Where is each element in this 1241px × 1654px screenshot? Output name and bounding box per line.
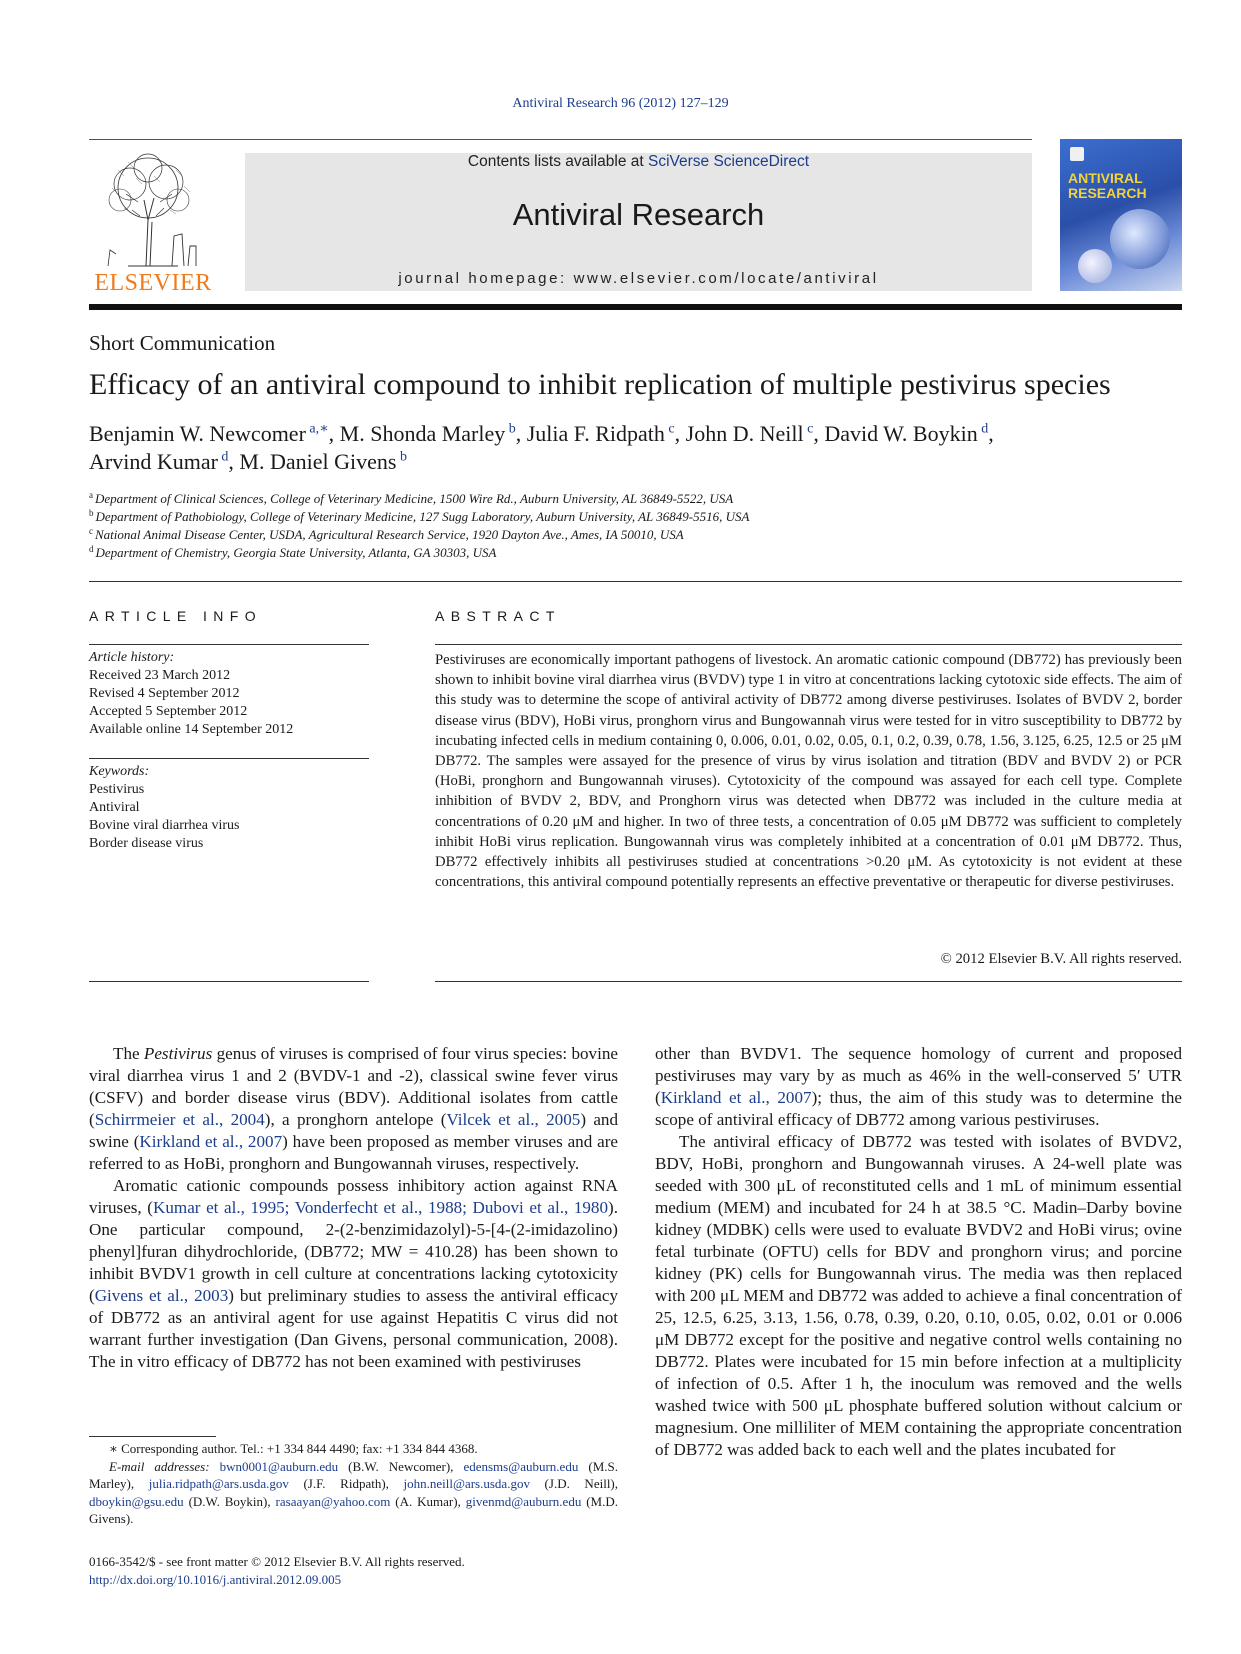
email-owner: (A. Kumar), bbox=[390, 1493, 466, 1509]
affiliation-mark: d bbox=[89, 543, 94, 554]
author-affiliation-mark[interactable]: c bbox=[803, 421, 814, 437]
email-owner: (J.F. Ridpath), bbox=[288, 1476, 404, 1491]
text-run: The bbox=[113, 1044, 144, 1063]
text-run: ) have been proposed as member viruses and are referred to as HoBi, pronghorn and Bungowannah viruses, respectively. bbox=[89, 1132, 618, 1173]
cover-logo-icon bbox=[1070, 147, 1084, 161]
author-affiliation-mark[interactable]: b bbox=[505, 421, 516, 437]
author-separator: , bbox=[515, 421, 527, 446]
history-online: Available online 14 September 2012 bbox=[89, 722, 294, 737]
keyword-item: Pestivirus bbox=[89, 782, 145, 797]
email-link[interactable]: bwn0001@auburn.edu bbox=[219, 1458, 339, 1474]
corresponding-author-note: ∗ Corresponding author. Tel.: +1 334 844 4490; fax: +1 334 844 4368. bbox=[109, 1441, 478, 1456]
text-run: Aromatic cationic compounds possess inhibitory action against RNA viruses, ( bbox=[89, 1176, 618, 1217]
email-link[interactable]: john.neill@ars.usda.gov bbox=[403, 1476, 530, 1491]
author-name: Arvind Kumar bbox=[89, 449, 218, 474]
history-label: Article history: bbox=[89, 650, 175, 665]
header-thick-rule bbox=[89, 304, 1182, 310]
author-name: David W. Boykin bbox=[824, 421, 978, 446]
cover-cell-icon bbox=[1078, 249, 1112, 283]
abstract-copyright: © 2012 Elsevier B.V. All rights reserved. bbox=[940, 951, 1182, 967]
text-run: ) but preliminary studies to assess the antiviral efficacy of DB772 as an antiviral agent for use against Hepatitis C virus did not warrant further investigation (Dan Givens, personal communication, 2008). The in vitro efficacy of DB772 has not been examined with pestiviruses bbox=[89, 1286, 618, 1371]
text-run: ). One particular compound, 2-(2-benzimidazolyl)-5-[4-(2-imidazolino) phenyl]furan dihydrochloride, (DB772; MW = 410.28) has been shown to inhibit BVDV1 growth in cell culture at concentrations lacking cytotoxicity ( bbox=[89, 1198, 618, 1305]
article-type: Short Communication bbox=[89, 331, 276, 355]
email-owner: (B.W. Newcomer), bbox=[338, 1458, 464, 1474]
author-list bbox=[89, 420, 1184, 476]
email-addresses bbox=[89, 1458, 618, 1528]
contents-line bbox=[245, 153, 1032, 171]
journal-name: Antiviral Research bbox=[512, 197, 765, 232]
cover-title: ANTIVIRAL RESEARCH bbox=[1068, 170, 1147, 201]
email-owner: (J.D. Neill), bbox=[529, 1476, 619, 1491]
issn-line: 0166-3542/$ - see front matter © 2012 Elsevier B.V. All rights reserved. bbox=[89, 1554, 465, 1569]
email-link[interactable]: dboykin@gsu.edu bbox=[89, 1493, 184, 1509]
keyword-item: Antiviral bbox=[89, 800, 140, 815]
email-owner: (M.D. Givens). bbox=[89, 1493, 619, 1526]
keywords-rule bbox=[89, 758, 369, 759]
affiliation-text: Department of Clinical Sciences, College of Veterinary Medicine, 1500 Wire Rd., Auburn University, AL 36849-5522, USA bbox=[95, 491, 734, 506]
author-affiliation-mark[interactable]: d bbox=[217, 449, 229, 465]
abstract-text: Pestiviruses are economically important pathogens of livestock. An aromatic cationic compound (DB772) has previously been shown to inhibit bovine viral diarrhea virus (BVDV) type 1 in vitro at concentrations lacking cytotoxic side effects. The aim of this study was to determine the scope of antiviral activity of DB772 among diverse pestiviruses. Isolates of BVDV 2, border disease virus (BDV), HoBi virus, pronghorn virus and Bungowannah virus were tested for in vitro susceptibility to DB772 by incubating infected cells in medium containing 0, 0.006, 0.01, 0.02, 0.05, 0.1, 0.2, 0.39, 0.78, 1.56, 3.125, 6.25, 12.5 or 25 μM DB772. The samples were assayed for the presence of virus by virus isolation and titration (BDV and BVDV 2) or PCR (HoBi, pronghorn and Bungowannah viruses). Cytotoxicity of the compound was assayed for each cell type. Complete inhibition of BVDV 2, BDV, and Pronghorn virus was detected when DB772 was included in the culture media at concentrations of 0.20 μM and higher. In two of three tests, a concentration of 0.05 μM DB772 was sufficient to completely inhibit HoBi virus replication. Bungowannah virus was completely inhibited at a concentration of 0.01 μM DB772. Thus, DB772 effectively inhibits all pestiviruses studied at concentrations >0.20 μM. As cytotoxicity is not evident at these concentrations, this antiviral compound potentially represents an effective preventative or therapeutic for diverse pestiviruses. bbox=[435, 652, 1182, 891]
issn-doi-block bbox=[89, 1553, 465, 1588]
article-title: Efficacy of an antiviral compound to inhibit replication of multiple pestivirus species bbox=[89, 368, 1111, 401]
author-affiliation-mark[interactable]: d bbox=[977, 421, 989, 437]
elsevier-wordmark: ELSEVIER bbox=[94, 270, 212, 296]
author-name: Benjamin W. Newcomer bbox=[89, 421, 306, 446]
email-link[interactable]: julia.ridpath@ars.usda.gov bbox=[148, 1476, 289, 1491]
text-run: The antiviral efficacy of DB772 was tested with isolates of BVDV2, BDV, HoBi, pronghorn and Bungowannah viruses. A 24-well plate was seeded with 300 μL of reconstituted cells and 1 mL of minimum essential medium (MEM) and incubated for 24 h at 38.5 °C. Madin–Darby bovine kidney (MDBK) cells were used to evaluate BVDV2 and HoBi virus; ovine fetal turbinate (OFTU) cells for BDV and pronghorn virus; and porcine kidney (PK) cells for Bungowannah virus. The media was then replaced with 200 μL MEM and DB772 was added to achieve a final concentration of 25, 12.5, 6.25, 3.13, 1.56, 0.78, 0.39, 0.20, 0.10, 0.05, 0.02, 0.01 or 0.006 μM DB772 except for the positive and negative control wells containing no DB772. Plates were incubated for 15 min before infection at a multiplicity of infection of 0.5. After 1 h, the inoculum was removed and the wells washed twice with 500 μL phosphate buffered solution without calcium or magnesium. One milliliter of MEM containing the appropriate concentration of DB772 was added back to each well and the plates incubated for bbox=[655, 1132, 1182, 1459]
author-separator: , bbox=[988, 421, 994, 446]
body-paragraph bbox=[89, 1043, 618, 1175]
history-revised: Revised 4 September 2012 bbox=[89, 686, 240, 701]
sciencedirect-link[interactable]: SciVerse ScienceDirect bbox=[647, 153, 810, 170]
author-name: John D. Neill bbox=[685, 421, 804, 446]
text-run: genus of viruses is comprised of four virus species: bovine viral diarrhea virus 1 and 2 (BVDV-1 and -2), classical swine fever virus (CSFV) and border disease virus (BDV). Additional isolates from cattle ( bbox=[89, 1044, 618, 1129]
journal-masthead bbox=[245, 153, 1032, 291]
keyword-item: Bovine viral diarrhea virus bbox=[89, 818, 240, 833]
body-column-left bbox=[89, 1043, 618, 1373]
author-name: M. Shonda Marley bbox=[339, 421, 506, 446]
article-info-rule bbox=[89, 644, 369, 645]
header-top-rule bbox=[89, 139, 1032, 140]
abstract-bottom-rule bbox=[435, 981, 1182, 982]
affiliation-line bbox=[89, 526, 1184, 544]
text-run: ); thus, the aim of this study was to determine the scope of antiviral efficacy of DB772 among various pestiviruses. bbox=[655, 1088, 1182, 1129]
history-received: Received 23 March 2012 bbox=[89, 668, 231, 683]
text-run: other than BVDV1. The sequence homology of current and proposed pestiviruses may vary by as much as 46% in the well-conserved 5′ UTR ( bbox=[655, 1044, 1182, 1107]
email-link[interactable]: edensms@auburn.edu bbox=[463, 1458, 579, 1474]
author-affiliation-mark[interactable]: b bbox=[396, 449, 407, 465]
text-run: ), a pronghorn antelope ( bbox=[264, 1110, 447, 1129]
affiliation-mark: b bbox=[89, 507, 94, 518]
article-info-top-rule bbox=[89, 581, 1182, 582]
elsevier-tree-icon bbox=[88, 150, 218, 268]
author-affiliation-mark[interactable]: c bbox=[664, 421, 675, 437]
text-run: ) and swine ( bbox=[89, 1110, 619, 1151]
contents-prefix: Contents lists available at bbox=[467, 153, 648, 170]
journal-cover-thumbnail[interactable] bbox=[1060, 139, 1182, 291]
citation-link[interactable]: Kirkland et al., 2007 bbox=[139, 1132, 283, 1151]
abstract-heading: ABSTRACT bbox=[435, 608, 561, 624]
author-name: Julia F. Ridpath bbox=[526, 421, 665, 446]
elsevier-logo bbox=[86, 150, 220, 294]
body-paragraph bbox=[89, 1175, 618, 1373]
citation-link[interactable]: Givens et al., 2003 bbox=[94, 1286, 229, 1305]
author-separator: , bbox=[813, 421, 825, 446]
email-link[interactable]: rasaayan@yahoo.com bbox=[275, 1493, 391, 1509]
journal-citation[interactable]: Antiviral Research 96 (2012) 127–129 bbox=[512, 96, 729, 111]
affiliation-text: Department of Pathobiology, College of Veterinary Medicine, 127 Sugg Laboratory, Auburn University, AL 36849-5516, USA bbox=[95, 509, 750, 524]
author-separator: , bbox=[328, 421, 340, 446]
cover-virus-icon bbox=[1110, 209, 1170, 269]
affiliations bbox=[89, 490, 1184, 562]
body-column-right bbox=[655, 1043, 1182, 1461]
email-owner: (M.S. Marley), bbox=[89, 1458, 618, 1491]
author-name: M. Daniel Givens bbox=[239, 449, 397, 474]
author-separator: , bbox=[674, 421, 686, 446]
italic-term: Pestivirus bbox=[143, 1044, 213, 1063]
citation-link[interactable]: Kumar et al., 1995; Vonderfecht et al., 1988; Dubovi et al., 1980 bbox=[153, 1198, 609, 1217]
affiliation-text: Department of Chemistry, Georgia State University, Atlanta, GA 30303, USA bbox=[95, 545, 497, 560]
affiliation-line bbox=[89, 490, 1184, 508]
history-accepted: Accepted 5 September 2012 bbox=[89, 704, 248, 719]
affiliation-mark: a bbox=[89, 489, 93, 500]
body-paragraph bbox=[655, 1131, 1182, 1461]
journal-homepage[interactable]: journal homepage: www.elsevier.com/locate/antiviral bbox=[398, 270, 879, 287]
keywords-label: Keywords: bbox=[89, 764, 150, 779]
affiliation-line bbox=[89, 508, 1184, 526]
email-owner: (D.W. Boykin), bbox=[183, 1493, 276, 1509]
affiliation-mark: c bbox=[89, 525, 93, 536]
article-info-heading: ARTICLE INFO bbox=[89, 608, 263, 624]
footnote-rule bbox=[89, 1436, 216, 1437]
body-paragraph bbox=[655, 1043, 1182, 1131]
affiliation-text: National Animal Disease Center, USDA, Agricultural Research Service, 1920 Dayton Ave., Ames, IA 50010, USA bbox=[95, 527, 684, 542]
footnotes bbox=[89, 1440, 618, 1528]
citation-link[interactable]: Vilcek et al., 2005 bbox=[446, 1110, 581, 1129]
article-info-bottom-rule bbox=[89, 981, 369, 982]
citation-link[interactable]: Schirrmeier et al., 2004 bbox=[94, 1110, 265, 1129]
abstract-rule bbox=[435, 644, 1182, 645]
article-history bbox=[89, 649, 369, 739]
author-affiliation-mark[interactable]: a,∗ bbox=[305, 421, 329, 437]
citation-link[interactable]: Kirkland et al., 2007 bbox=[660, 1088, 812, 1107]
email-link[interactable]: givenmd@auburn.edu bbox=[465, 1493, 582, 1509]
email-label: E-mail addresses: bbox=[109, 1458, 210, 1474]
keyword-item: Border disease virus bbox=[89, 836, 204, 851]
affiliation-line bbox=[89, 544, 1184, 562]
keywords bbox=[89, 763, 369, 853]
doi-link[interactable]: http://dx.doi.org/10.1016/j.antiviral.2012.09.005 bbox=[89, 1571, 342, 1587]
author-separator: , bbox=[228, 449, 240, 474]
